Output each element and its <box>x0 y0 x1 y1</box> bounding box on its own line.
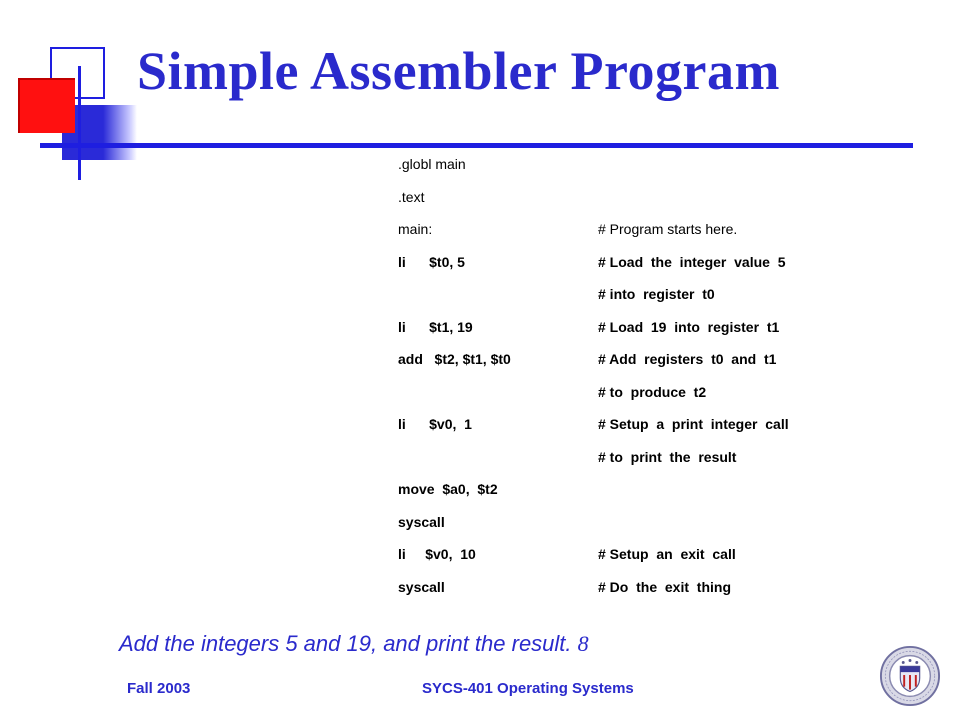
code-line <box>398 254 878 287</box>
code-line <box>398 351 878 384</box>
code-line <box>398 319 878 352</box>
slide-title: Simple Assembler Program <box>137 41 780 101</box>
code-instruction: main: <box>398 221 433 237</box>
code-comment: # Setup a print integer call <box>598 416 789 432</box>
page-number: 8 <box>577 631 589 656</box>
footer-date: Fall 2003 <box>127 680 191 697</box>
code-instruction: li $t1, 19 <box>398 318 473 335</box>
code-comment: # Load the integer value 5 <box>598 253 786 270</box>
code-comment: # into register t0 <box>598 286 715 302</box>
code-line <box>398 449 878 482</box>
code-line <box>398 546 878 579</box>
title-underline <box>40 143 913 148</box>
code-instruction: .text <box>398 188 425 205</box>
university-seal-icon <box>879 645 941 707</box>
slide-caption <box>119 631 589 657</box>
code-instruction: li $v0, 10 <box>398 546 476 562</box>
code-line <box>398 514 878 547</box>
code-line <box>398 579 878 612</box>
code-comment: # to print the result <box>598 448 737 465</box>
code-comment: # Add registers t0 and t1 <box>598 351 777 367</box>
code-instruction: add $t2, $t1, $t0 <box>398 351 511 367</box>
code-listing <box>398 156 878 611</box>
footer-course: SYCS-401 Operating Systems <box>422 680 634 697</box>
code-line <box>398 156 878 189</box>
code-comment: # Do the exit thing <box>598 578 732 595</box>
code-comment: # Program starts here. <box>598 221 738 237</box>
code-line <box>398 416 878 449</box>
code-line <box>398 221 878 254</box>
deco-vertical-line <box>78 66 81 180</box>
caption-text: Add the integers 5 and 19, and print the result. <box>119 631 572 656</box>
code-instruction: syscall <box>398 578 445 595</box>
code-line <box>398 481 878 514</box>
code-instruction: .globl main <box>398 156 466 172</box>
code-line <box>398 384 878 417</box>
code-line <box>398 286 878 319</box>
code-comment: # Setup an exit call <box>598 546 736 562</box>
code-comment: # to produce t2 <box>598 383 707 400</box>
code-comment: # Load 19 into register t1 <box>598 318 780 335</box>
deco-red-square <box>18 78 75 133</box>
code-instruction: syscall <box>398 513 445 530</box>
code-line <box>398 189 878 222</box>
code-instruction: li $v0, 1 <box>398 416 472 432</box>
code-instruction: li $t0, 5 <box>398 253 465 270</box>
code-instruction: move $a0, $t2 <box>398 481 498 497</box>
